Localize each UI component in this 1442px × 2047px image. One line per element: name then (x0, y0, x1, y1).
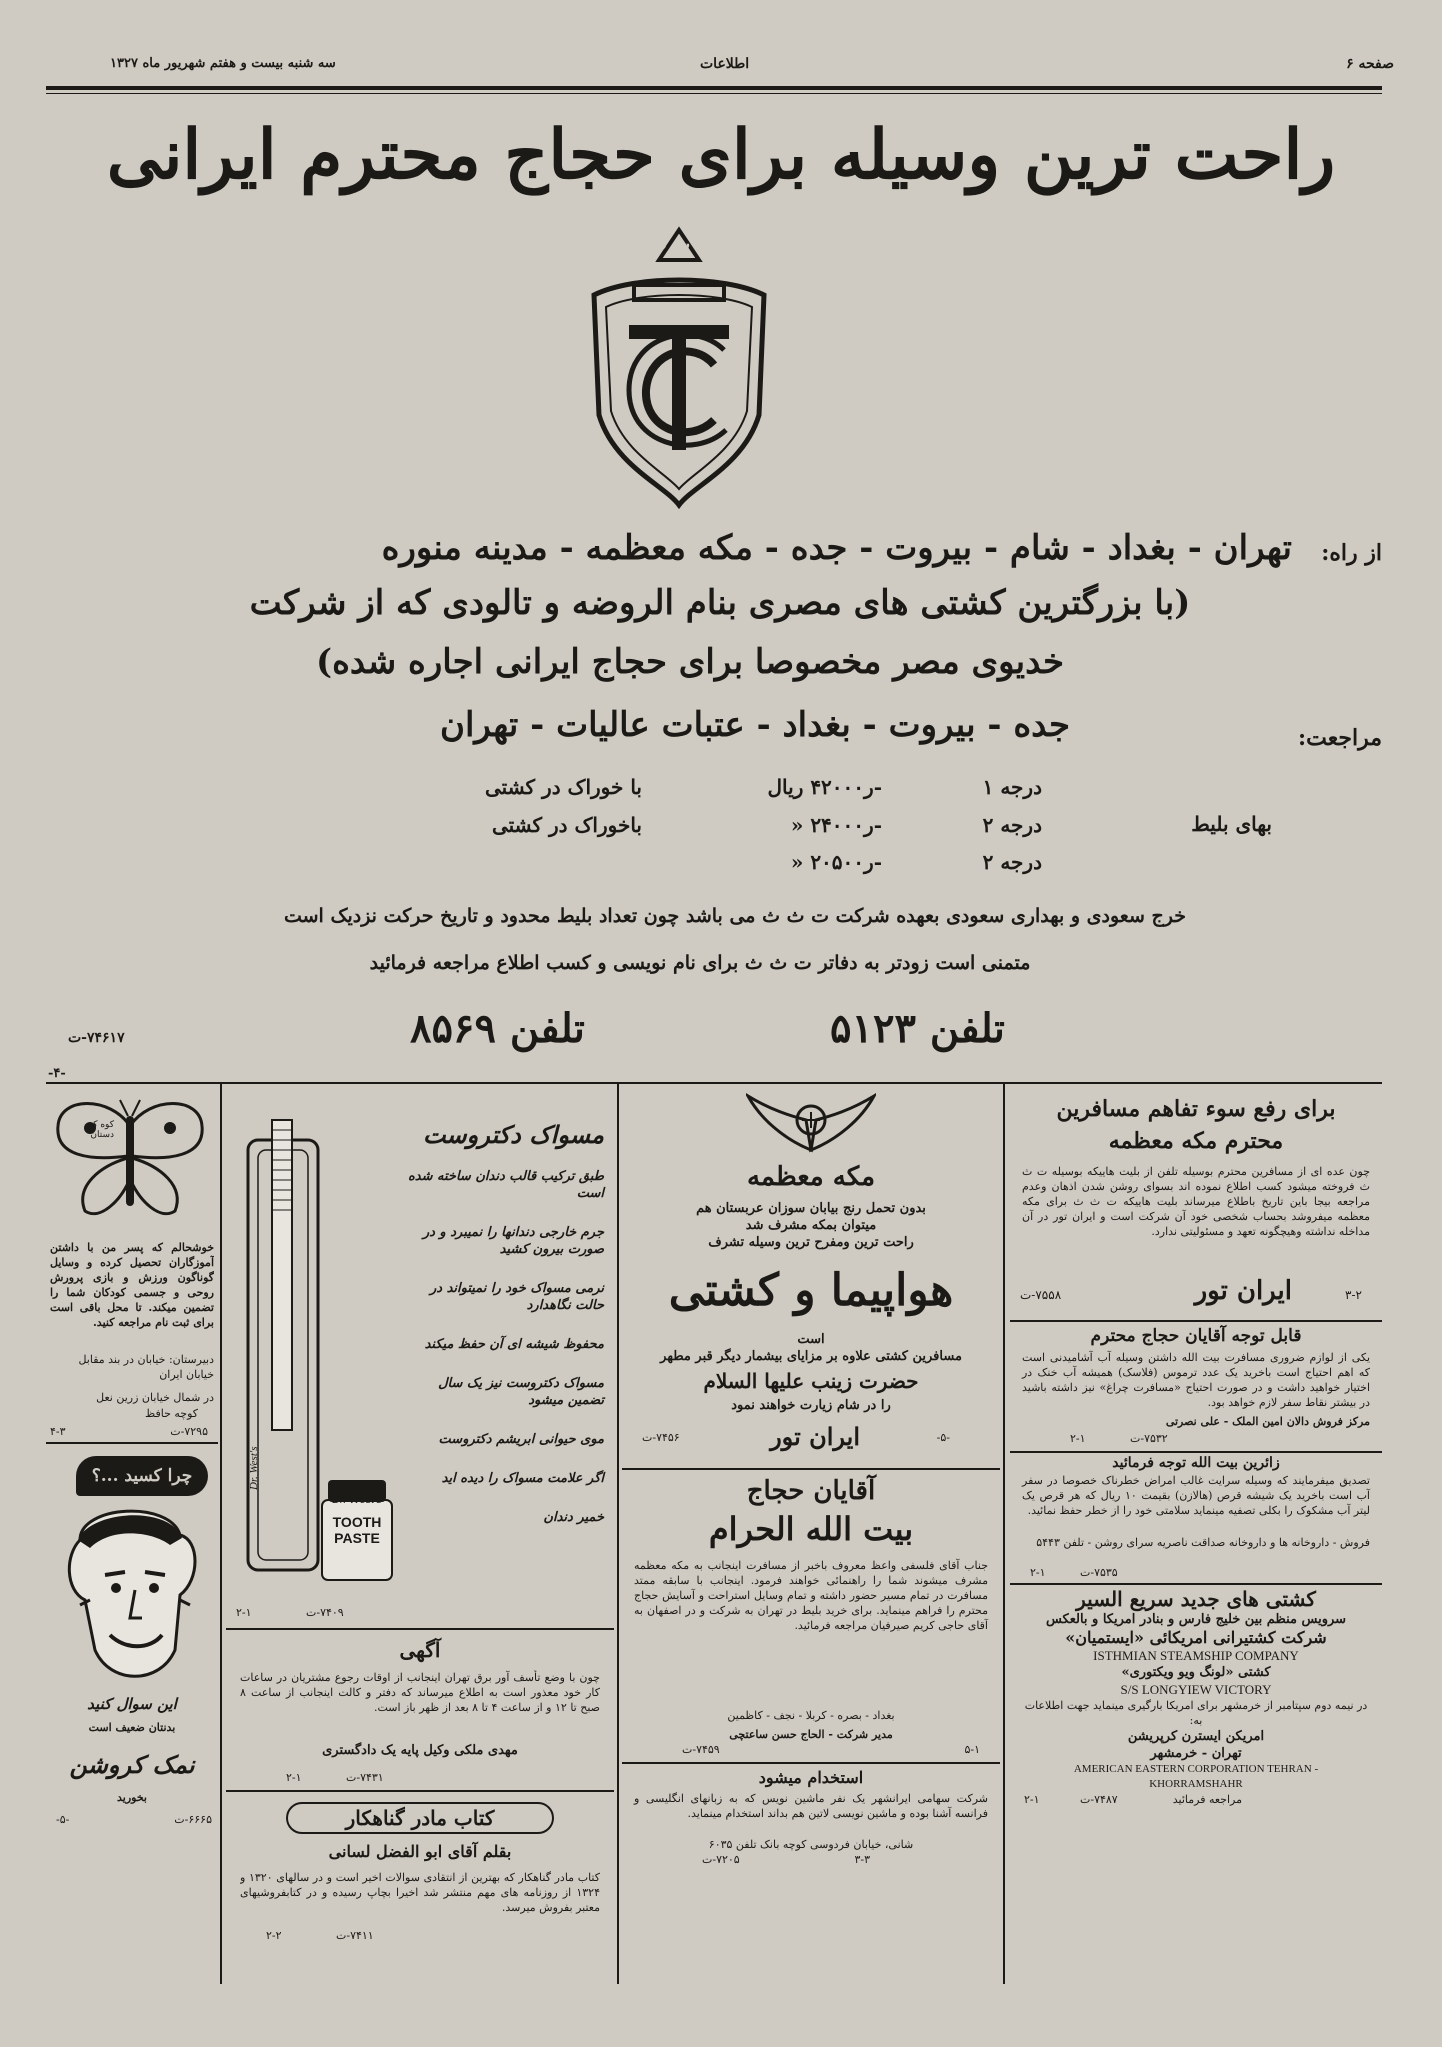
hajj2-ref2: ۵-۱ (964, 1743, 980, 1756)
kid-ref2: ۴-۳ (50, 1425, 66, 1438)
hajj2-title2: بیت الله الحرام (708, 1510, 914, 1548)
price-row-2 (422, 813, 1042, 843)
cartoon-line: بدنتان ضعیف است (88, 1721, 176, 1734)
book-ref2: ۲-۲ (266, 1929, 282, 1942)
brush-title: مسواک دکتروست (422, 1120, 604, 1149)
mecca-ref: ۷۴۵۶-ت (642, 1431, 680, 1444)
price-row-1 (422, 775, 1042, 805)
notice-body: چون با وضع تأسف آور برق تهران اینجانب از اوقات رجوع مشتریان در ساعات کار خود معذور است به اطلاع میرساند که دفتر و کالت اینجانب از ساعت ۸ صبح تا ۱۲ و از ساعت ۴ تا ۸ بعد از ظهر باز است. (240, 1671, 600, 1714)
mecca-title: مکه معظمه (746, 1162, 876, 1192)
cartoon-bubble (76, 1456, 208, 1496)
cartoon-line: بخورید (117, 1791, 147, 1804)
ships-line2: خدیوی مصر مخصوصا برای حجاج ایرانی اجاره شده) (315, 642, 1065, 682)
iran-tour-ref: ۷۵۵۸-ت (1020, 1288, 1062, 1302)
hajj-body: یکی از لوازم ضروری مسافرت بیت الله داشتن وسیله آب آشامیدنی است که اهم احتیاج است باخرید یک عدد ترموس (فلاسک) همیشه آب خنک در اختیار خواهید داشت و در صورت احتیاج «مسافرت چراغ» نیز داشته باشید در بیشتر نقاط سفر لازم خواهد بود. (1022, 1351, 1370, 1409)
ship-agent-city: تهران - خرمشهر (1150, 1746, 1242, 1761)
notice-rule (226, 1790, 614, 1792)
section-rule (46, 1082, 1382, 1084)
route-line: تهران - بغداد - شام - بیروت - جده - مکه معظمه - مدینه منوره (381, 528, 1292, 568)
brush-line: نرمی مسواک خود را نمیتواند در حالت نگاهدارد (430, 1281, 604, 1313)
ships-line1: (با بزرگترین کشتی های مصری بنام الروضه و تالودی که از شرکت (249, 583, 1191, 623)
kid-body: خوشحالم که پسر من با داشتن آموزگاران تحصیل کرده و وسایل گوناگون ورزش و بازی پرورش روحی و جسمی کودکان شما را تضمین میکند. تا محل باقی است برای ثبت نام مراجعه کنید. (50, 1241, 214, 1329)
paste-label2: TOOTH (332, 1514, 382, 1530)
mecca-line1: بدون تحمل رنج بیابان سوزان عربستان هم (696, 1201, 926, 1216)
column-mecca (622, 1090, 1000, 1980)
cartoon-line: نمک کروشن (69, 1750, 195, 1779)
mecca-line6: حضرت زینب علیها السلام (703, 1369, 919, 1393)
hajj2-sign: مدیر شرکت - الحاج حسن ساعتچی (729, 1728, 893, 1741)
price-value: -ر۲۰۵۰۰ « (790, 850, 882, 874)
price-row-3 (422, 850, 1042, 880)
hajj2-title1: آقایان حجاج (746, 1476, 876, 1506)
book-author: بقلم آقای ابو الفضل لسانی (328, 1842, 512, 1861)
brush-line: جرم خارجی دندانها را نمیبرد و در صورت بیرون کشید (422, 1225, 604, 1257)
butterfly-icon (50, 1096, 210, 1226)
price-value: -ر۴۲۰۰۰ ریال (767, 775, 882, 799)
book-title: کتاب مادر گناهکار (286, 1802, 554, 1834)
job-ref2: ۳-۳ (854, 1853, 870, 1866)
mecca-ref2: -۵- (936, 1431, 950, 1444)
mecca-line5: مسافرین کشتی علاوه بر مزایای بیشمار دیگر قبر مطهر (660, 1349, 962, 1364)
price-label: بهای بلیط (1191, 812, 1272, 836)
ship-en4: KHORRAMSHAHR (1149, 1778, 1243, 1790)
hajj2-ref: ۷۴۵۹-ت (682, 1743, 720, 1756)
price-grade: درجه ۱ (982, 775, 1042, 799)
brush-line: خمیر دندان (543, 1510, 604, 1525)
ship-en2: S/S LONGYIEW VICTORY (1120, 1682, 1272, 1697)
notice-sign: مهدی ملکی وکیل پایه یک دادگستری (322, 1743, 518, 1758)
kid-rule (46, 1442, 218, 1444)
ship-contact: مراجعه فرمائید (1172, 1793, 1242, 1806)
cartoon-line: این سوال کنید (87, 1695, 177, 1713)
ship-agent-fa: امریکن ایسترن کرپریشن (1127, 1729, 1265, 1744)
ship-line1: سرویس منظم بین خلیج فارس و بنادر امریکا و بالعکس (1045, 1612, 1347, 1627)
price-note: با خوراک در کشتی (485, 775, 642, 799)
return-route: جده - بیروت - بغداد - عتبات عالیات - تهران (440, 705, 1070, 745)
header-page: صفحه ۶ (1346, 56, 1394, 72)
ship-ref: ۷۴۸۷-ت (1080, 1793, 1118, 1806)
job-addr: شانی، خیابان فردوسی کوچه بانک تلفن ۶۰۳۵ (708, 1838, 914, 1851)
iran-tour-ref2: ۳-۲ (1345, 1288, 1362, 1302)
header-rule (46, 86, 1382, 90)
ship-ref2: ۲-۱ (1024, 1793, 1040, 1806)
price-grade: درجه ۲ (982, 813, 1042, 837)
hajj-ref2: ۲-۱ (1070, 1432, 1086, 1445)
cartoon-ref2: -۵- (56, 1813, 70, 1826)
zaer-body: تصدیق میفرمایند که وسیله سرایت غالب امراض خطرناک خصوصا در سفر آب است باخرید یک شیشه قرص (هالازن) بقیمت ۱۰ ریال که هر قرص یک لیتر آب مشکوک را بکلی تصفیه مینماید سلامتی خود را از خطر حفظ نمائید. (1022, 1474, 1370, 1517)
ship-fa: کشتی «لونگ ویو ویکتوری» (1121, 1665, 1271, 1680)
cartoon-face (50, 1500, 214, 1690)
mecca-line2: میتوان بمکه مشرف شد (745, 1218, 877, 1233)
wings-logo (622, 1090, 1000, 1156)
header-paper: اطلاعات (700, 56, 750, 72)
phone-2: تلفن ۸۵۶۹ (410, 1005, 585, 1052)
logo-letters: ت ث ث (650, 234, 714, 255)
top-ad-headline: راحت ترین وسیله برای حجاج محترم ایرانی (106, 115, 1336, 195)
brush-line: مسواک دکتروست نیز یک سال تضمین میشود (438, 1376, 604, 1408)
header-rule-thin (46, 93, 1382, 94)
brush-label: Dr. West's (248, 1446, 260, 1490)
brush-line: طبق ترکیب قالب دندان ساخته شده است (407, 1169, 604, 1201)
column-iran-tour (1010, 1090, 1382, 1980)
price-grade: درجه ۲ (982, 850, 1042, 874)
brush-rule (226, 1628, 614, 1630)
cartoon-ref: ۶۶۶۵-ت (174, 1813, 212, 1826)
mecca-big: هواپیما و کشتی (668, 1265, 954, 1316)
tcc-logo (574, 225, 784, 510)
butterfly-text: کوه کن دستان (86, 1120, 114, 1140)
zaer-title: زائرین بیت الله توجه فرمائید (1112, 1455, 1280, 1471)
iran-tour-body: چون عده ای از مسافرین محترم بوسیله تلفن از بلیت هاییکه بوسیله ت ث ث فروخته میشود کسب اطلاع نموده اند بسوای روشن شدن اذهان وعدم مراجعه بیجا باین تاریخ باطلاع میرساند بلیت هاییکه ت ث ث برای مکه معظمه میفروشد بحساب شخصی خود آن شرکت است و ایران تور در آن مداخله نداشته وهیچگونه تعهد و مسئولیتی ندارد. (1022, 1165, 1370, 1238)
notice-line1: خرج سعودی و بهداری سعودی بعهده شرکت ت ث ث می باشد چون تعداد بلیط محدود و تاریخ حرکت نزدیک است (283, 905, 1187, 927)
iran-tour-title2: محترم مکه معظمه (1108, 1128, 1284, 1154)
ship-en3: AMERICAN EASTERN CORPORATION TEHRAN - (1073, 1763, 1319, 1775)
price-note: باخوراک در کشتی (491, 813, 642, 837)
column-toothbrush (226, 1090, 614, 1980)
notice-ref: ۷۴۳۱-ت (346, 1771, 384, 1784)
top-ad-ref: ۷۴۶۱۷-ت (68, 1030, 125, 1046)
job-ref: ۷۲۰۵-ت (702, 1853, 740, 1866)
col-rule-1 (1003, 1084, 1005, 1984)
header-date: سه شنبه بیست و هفتم شهریور ماه ۱۳۲۷ (110, 56, 336, 71)
route-label: از راه: (1321, 540, 1382, 566)
hajj2-route: بغداد - بصره - کربلا - نجف - کاظمین (727, 1709, 895, 1722)
notice-line2: متمنی است زودتر به دفاتر ت ث ث برای نام نویسی و کسب اطلاع مراجعه فرمائید (369, 952, 1031, 974)
kid-addr1: دبیرستان: خیابان در بند مقابل خیابان ایران (78, 1353, 214, 1381)
hajj2-body: جناب آقای فلسفی واعظ معروف باخبر از مسافرت اینجانب به مکه معظمه مشرف میشوند شما را راهنمائی خواهند فرمود. اینجانب با سابقه ممتد مسافرت در تمام مسیر حضور داشته و تمام وسایل استراحت و آسایش حجاج محترم را فراهم مینماید. برای خرید بلیط در تهران به شرکت و در اصفهان به آقای حاجی کریم صیرفیان مراجعه فرمائید. (634, 1559, 988, 1632)
brush-ref: ۷۴۰۹-ت (306, 1606, 344, 1619)
ship-en1: ISTHMIAN STEAMSHIP COMPANY (1093, 1648, 1299, 1663)
iran-tour-title1: برای رفع سوء تفاهم مسافرین (1056, 1096, 1336, 1122)
notice-ref2: ۲-۱ (286, 1771, 302, 1784)
iran-tour-name: ایران تور (1194, 1276, 1292, 1306)
hajj-ref: ۷۵۳۲-ت (1130, 1432, 1168, 1445)
top-ad-small-num: -۴- (48, 1066, 66, 1081)
notice-title: آگهی (399, 1638, 441, 1662)
book-ref: ۷۴۱۱-ت (336, 1929, 374, 1942)
ship-title: کشتی های جدید سریع السیر (1076, 1587, 1316, 1611)
brush-line: اگر علامت مسواک را دیده اید (441, 1471, 604, 1486)
kid-ref: ۷۲۹۵-ت (170, 1425, 208, 1438)
ship-body: در نیمه دوم سپتامبر از خرمشهر برای امریکا بارگیری مینماید جهت اطلاعات به: (1024, 1699, 1368, 1727)
brush-line: محفوظ شیشه ای آن حفظ میکند (424, 1337, 604, 1352)
book-body: کتاب مادر گناهکار که بهترین از انتقادی سوالات اخیر است و در سالهای ۱۳۲۰ و ۱۳۲۴ از روزنامه های مهم منتشر شد اخیرا بچاپ رسیده و در کتابفروشیهای معتبر بفروش میرسد. (240, 1871, 600, 1914)
mecca-brand: ایران تور (770, 1422, 860, 1451)
mecca-line3: راحت ترین ومفرح ترین وسیله تشرف (708, 1235, 914, 1250)
brush-ref2: ۲-۱ (236, 1606, 252, 1619)
mecca-line7: را در شام زیارت خواهند نمود (731, 1398, 891, 1413)
job-body: شرکت سهامی ایرانشهر یک نفر ماشین نویس که به زبانهای انگلیسی و فرانسه آشنا بوده و ماشین نویسی لاتین هم بداند استخدام مینماید. (634, 1792, 988, 1820)
phone-1: تلفن ۵۱۲۳ (830, 1005, 1005, 1052)
brush-line: موی حیوانی ابریشم دکتروست (438, 1432, 604, 1447)
zaer-ref2: ۲-۱ (1030, 1566, 1046, 1579)
ship-line2: شرکت کشتیرانی امریکائی «ایستمیان» (1065, 1628, 1327, 1647)
job-title: استخدام میشود (758, 1768, 864, 1787)
brush-lines (404, 1168, 604, 1526)
price-value: -ر۲۴۰۰۰ « (790, 813, 882, 837)
paste-box (324, 1480, 390, 1590)
col-rule-3 (220, 1084, 222, 1984)
zaer-addr: فروش - داروخانه ها و داروخانه صداقت ناصریه سرای روشن - تلفن ۵۴۴۳ (1036, 1536, 1370, 1549)
paste-label1: Dr. West's (332, 1494, 382, 1506)
zaer-ref: ۷۵۳۵-ت (1080, 1566, 1118, 1579)
mecca-line4: است (797, 1332, 825, 1347)
kid-addr3: کوچه حافظ (145, 1407, 198, 1420)
hajj-addr: مرکز فروش دالان امین الملک - علی نصرتی (1165, 1415, 1370, 1428)
return-label: مراجعت: (1298, 725, 1382, 751)
col-rule-2 (617, 1084, 619, 1984)
hajj-title: قابل توجه آقایان حجاج محترم (1090, 1326, 1302, 1346)
cartoon-bubble-text: چرا کسید ...؟ (91, 1466, 193, 1486)
kid-addr2: در شمال خیابان زرین نعل (96, 1391, 214, 1404)
paste-label3: PASTE (334, 1530, 380, 1546)
column-kindergarten (46, 1090, 218, 1980)
